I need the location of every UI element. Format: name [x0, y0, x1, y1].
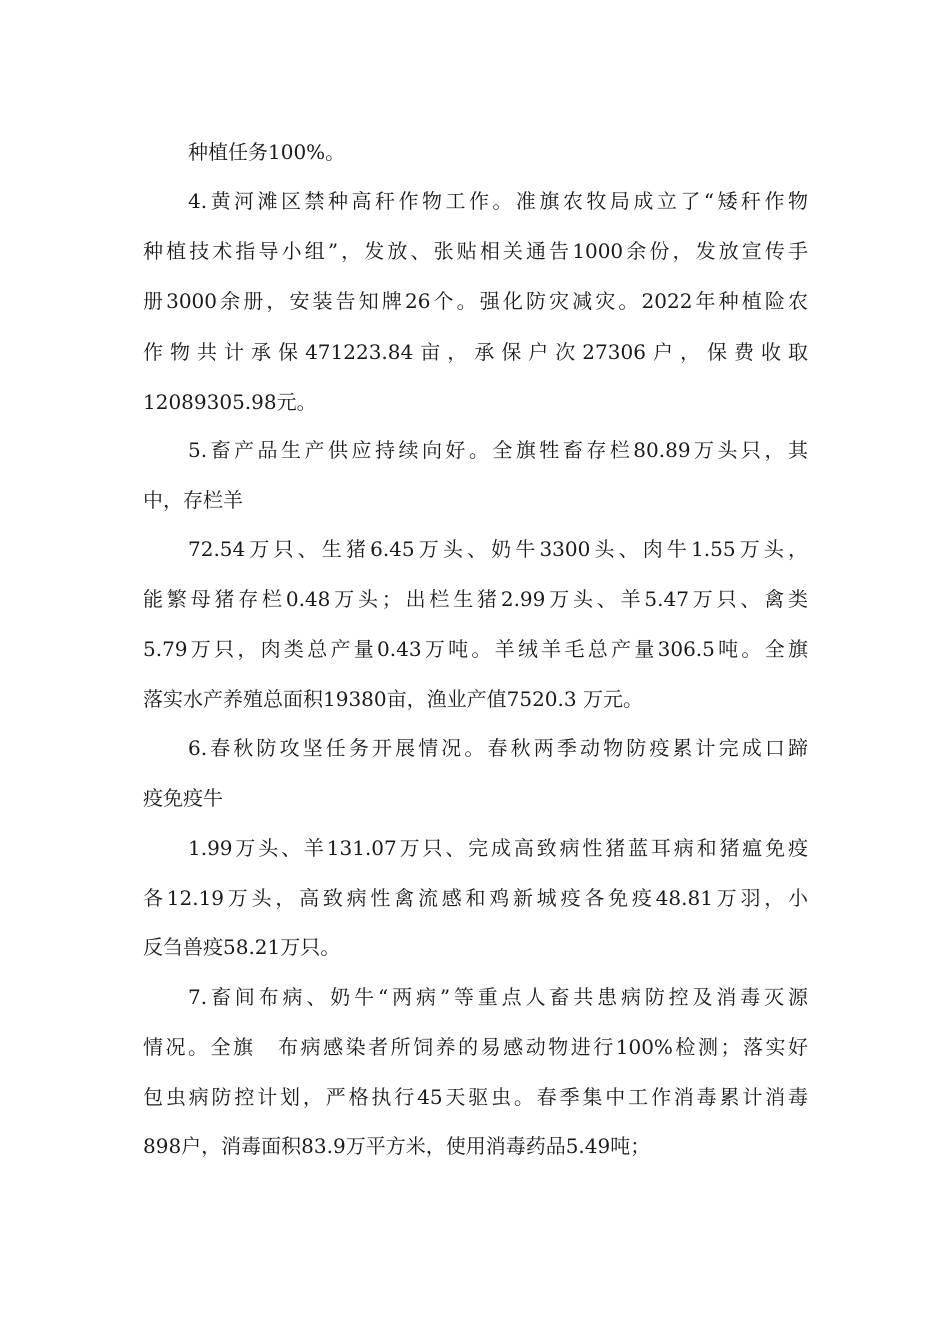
text-line: 5.畜产品生产供应持续向好。全旗牲畜存栏80.89万头只，其	[188, 438, 808, 462]
text-line: 4.黄河滩区禁种高秆作物工作。准旗农牧局成立了“矮秆作物	[188, 189, 808, 213]
text-line: 12089305.98元。	[143, 390, 317, 414]
text-line: 1.99万头、羊131.07万只、完成高致病性猪蓝耳病和猪瘟免疫	[188, 836, 808, 860]
text-line: 6.春秋防攻坚任务开展情况。春秋两季动物防疫累计完成口蹄	[188, 736, 808, 760]
text-line: 898户，消毒面积83.9万平方米，使用消毒药品5.49吨；	[143, 1134, 651, 1158]
text-line: 各12.19万头，高致病性禽流感和鸡新城疫各免疫48.81万羽，小	[143, 886, 808, 910]
text-line: 7.畜间布病、奶牛“两病”等重点人畜共患病防控及消毒灭源	[188, 985, 808, 1009]
text-line: 能繁母猪存栏0.48万头；出栏生猪2.99万头、羊5.47万只、禽类	[143, 587, 808, 611]
text-line: 疫免疫牛	[143, 786, 223, 810]
text-line: 种植任务100%。	[188, 140, 346, 164]
text-line: 72.54万只、生猪6.45万头、奶牛3300头、肉牛1.55万头，	[188, 537, 808, 561]
text-line: 中，存栏羊	[143, 488, 243, 512]
text-line: 反刍兽疫58.21万只。	[143, 935, 341, 959]
text-line: 包虫病防控计划，严格执行45天驱虫。春季集中工作消毒累计消毒	[143, 1085, 808, 1109]
text-line: 册3000余册，安装告知牌26个。强化防灾减灾。2022年种植险农	[143, 289, 808, 313]
text-line: 种植技术指导小组”，发放、张贴相关通告1000余份，发放宣传手	[143, 239, 808, 263]
text-line: 情况。全旗 布病感染者所饲养的易感动物进行100%检测；落实好	[143, 1035, 808, 1059]
text-line: 落实水产养殖总面积19380亩，渔业产值7520.3 万元。	[143, 687, 643, 711]
text-line: 5.79万只，肉类总产量0.43万吨。羊绒羊毛总产量306.5吨。全旗	[143, 637, 808, 661]
text-line: 作物共计承保471223.84亩，承保户次27306户，保费收取	[143, 340, 808, 364]
